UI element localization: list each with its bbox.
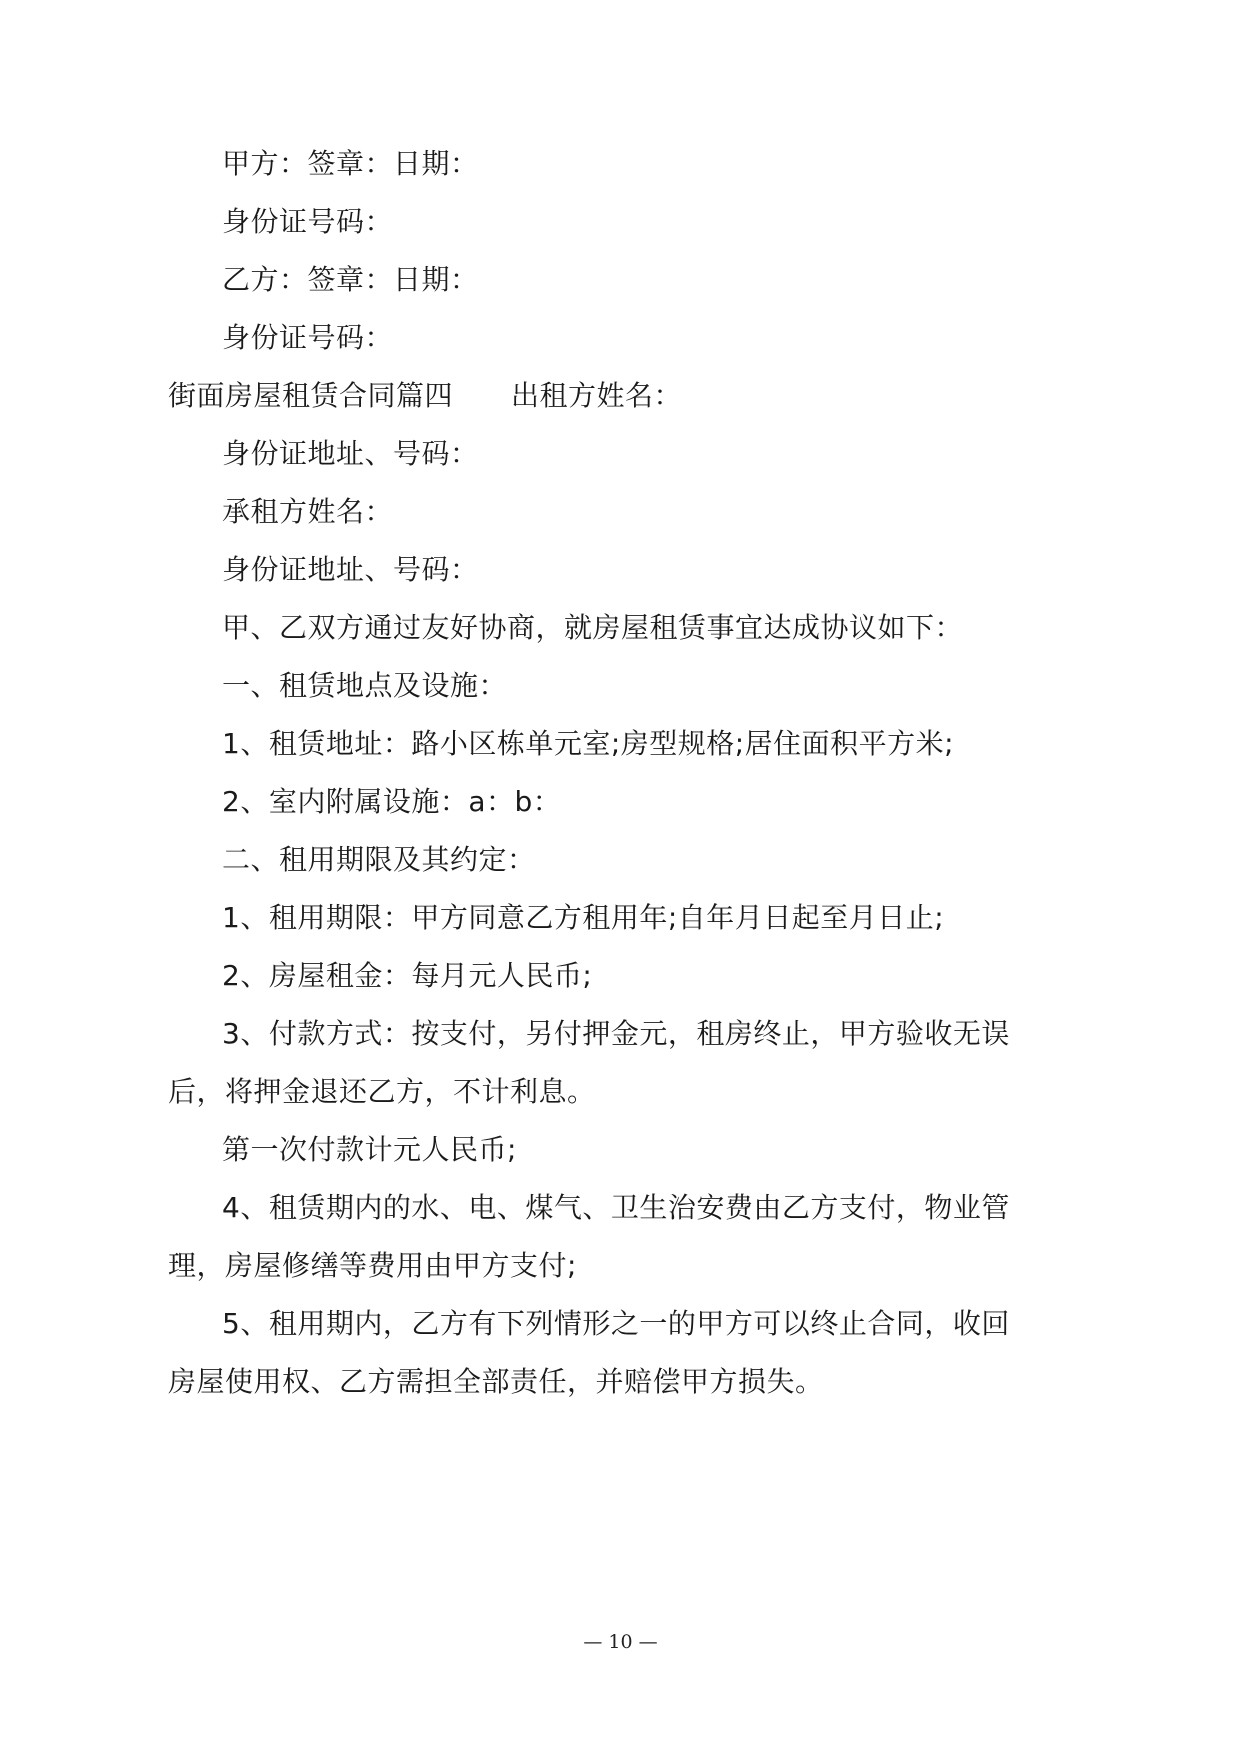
- lessee-id-address-line: 身份证地址、号码：: [222, 553, 479, 586]
- clause-1-item-2: 2、室内附属设施：a：b：: [222, 785, 562, 818]
- lessor-name-label: 出租方姓名：: [511, 379, 683, 412]
- clause-1-item-1: 1、租赁地址：路小区栋单元室;房型规格;居住面积平方米;: [222, 727, 955, 760]
- party-b-signature-line: 乙方：签章：日期：: [222, 263, 479, 296]
- party-a-id-line: 身份证号码：: [222, 205, 394, 238]
- clause-2-item-1: 1、租用期限：甲方同意乙方租用年;自年月日起至月日止;: [222, 901, 945, 934]
- clause-2-item-3: 3、付款方式：按支付，另付押金元，租房终止，甲方验收无误: [222, 1017, 1010, 1050]
- first-payment-line: 第一次付款计元人民币;: [222, 1133, 517, 1166]
- clause-2-heading: 二、租用期限及其约定：: [222, 843, 536, 876]
- clause-1-heading: 一、租赁地点及设施：: [222, 669, 508, 702]
- party-b-id-line: 身份证号码：: [222, 321, 394, 354]
- clause-2-item-2: 2、房屋租金：每月元人民币;: [222, 959, 593, 992]
- clause-2-item-4: 4、租赁期内的水、电、煤气、卫生治安费由乙方支付，物业管: [222, 1191, 1010, 1224]
- clause-2-item-4-continued: 理，房屋修缮等费用由甲方支付;: [168, 1249, 577, 1282]
- party-a-signature-line: 甲方：签章：日期：: [222, 147, 479, 180]
- section-heading-line: [168, 376, 682, 416]
- page-number: — 10 —: [583, 1631, 658, 1653]
- clause-2-item-5-continued: 房屋使用权、乙方需担全部责任，并赔偿甲方损失。: [168, 1365, 824, 1398]
- clause-2-item-3-continued: 后，将押金退还乙方，不计利息。: [168, 1075, 596, 1108]
- lessor-id-address-line: 身份证地址、号码：: [222, 437, 479, 470]
- clause-2-item-5: 5、租用期内，乙方有下列情形之一的甲方可以终止合同，收回: [222, 1307, 1010, 1340]
- section-title: 街面房屋租赁合同篇四: [168, 379, 454, 412]
- agreement-intro-line: 甲、乙双方通过友好协商，就房屋租赁事宜达成协议如下：: [222, 611, 964, 644]
- lessee-name-line: 承租方姓名：: [222, 495, 394, 528]
